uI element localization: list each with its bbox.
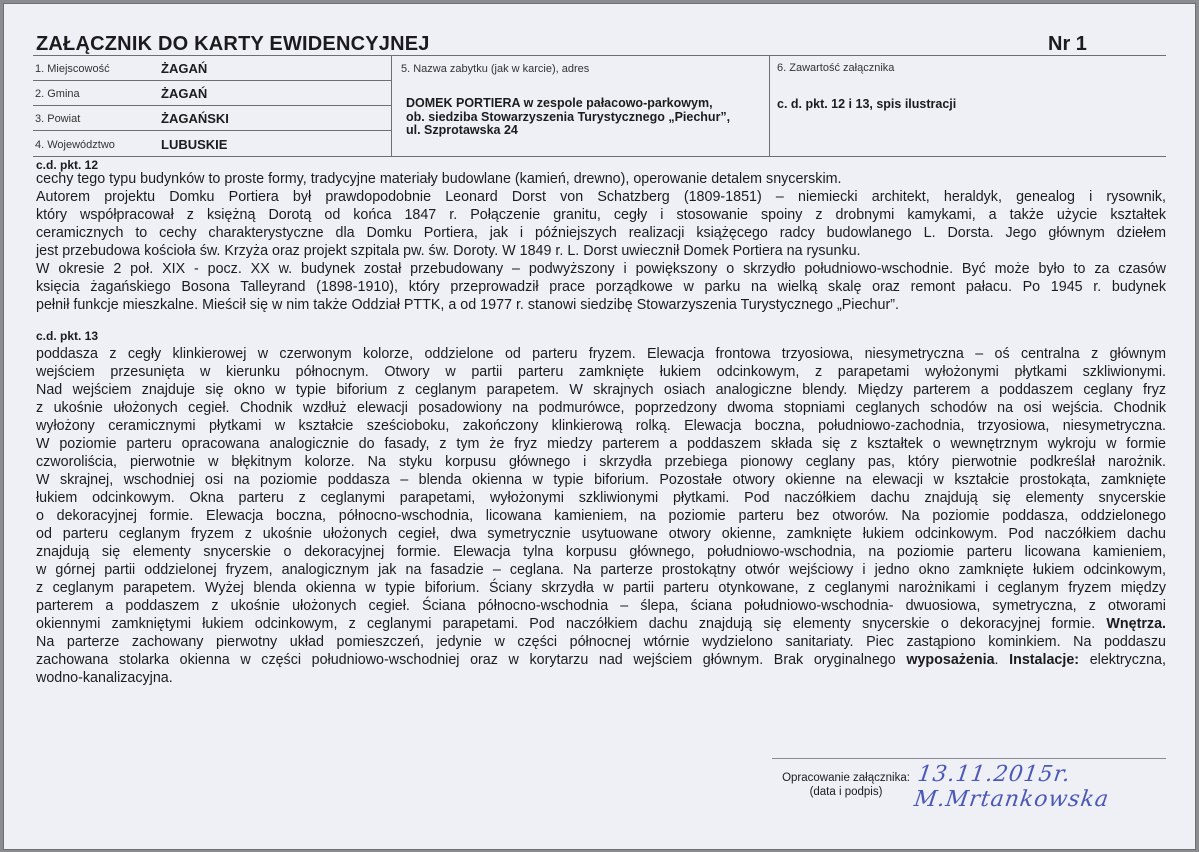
text-line: znajdują się elementy snycerskie o dekoracyjnej formie. Elewacja tylna korpusu głównego, południowo-wschodnia, na poziomie parteru licowana kamieniem, [36, 544, 1166, 560]
text-line: wodno-kanalizacyjna. [36, 670, 173, 686]
text-line: poddasza z cegły klinkierowej w czerwonym kolorze, oddzielone od parteru fryzem. Elewacja frontowa trzyosiowa, niesymetryczna – oś centralna z głównym [36, 346, 1166, 362]
text-line [36, 651, 1166, 669]
section-13-heading: c.d. pkt. 13 [36, 329, 99, 343]
document-sheet [3, 3, 1196, 850]
text-line: z ukośnie ułożonych cegieł. Chodnik wzdłuż elewacji posadowiony na podmurówce, poprzedzony dwoma stopniami ceglanych schodów na osi wejścia. Chodnik [36, 400, 1166, 416]
monument-name-label: 5. Nazwa zabytku (jak w karcie), adres [401, 63, 590, 75]
footer-divider [772, 758, 1166, 759]
text-line: W okresie 2 poł. XIX - pocz. XX w. budynek został przebudowany – podwyższony i powiększony o skrzydło południowo-wschodnie. Być może było to za czasów [36, 261, 1166, 277]
prepared-by-label [776, 771, 916, 799]
prepared-by-label-line: Opracowanie załącznika: [782, 772, 910, 784]
field-label-gmina: 2. Gmina [35, 88, 80, 100]
text-line: cechy tego typu budynków to proste formy, tradycyjne materiały budowlane (kamień, drewno), operowanie detalem snycerskim. [36, 171, 842, 187]
field-label-miejscowosc: 1. Miejscowość [35, 63, 110, 75]
bold-term-wnetrza: Wnętrza. [1106, 616, 1166, 632]
document-number: Nr 1 [1048, 33, 1087, 55]
text-line: jest przebudowa kościoła św. Krzyża oraz projekt szpitala pw. św. Doroty. W 1849 r. L. Dorst uwiecznił Domek Portiera na rysunku. [36, 243, 861, 259]
text-line: od parteru ceglanym fryzem z ukośnie ułożonych cegieł, dwa symetrycznie usytuowane otwory okienne, zamknięte łukiem odcinkowym. Pod naczółkiem dachu [36, 526, 1166, 542]
text-segment: zachowana stolarka okienna w części południowo-wschodniej oraz w korytarzu nad wejściem głównym. Brak oryginalnego [36, 652, 907, 668]
monument-name-line: ul. Szprotawska 24 [406, 123, 518, 137]
table-bottom-border [33, 156, 1166, 157]
column-divider [391, 55, 392, 156]
text-line: Nad wejściem znajduje się okno w typie biforium z ceglanym parapetem. W skrajnych osiach analogiczne blendy. Między parterem a poddaszem ceglany fryz [36, 382, 1166, 398]
column-divider [769, 55, 770, 156]
row-divider [33, 105, 391, 106]
row-divider [33, 130, 391, 131]
text-line: parterem a poddaszem z ukośnie ułożonych cegieł. Ściana północno-wschodnia – ślepa, ściana południowo-wschodnia- dwuosiowa, symetryczna, z otworami [36, 598, 1166, 614]
field-label-powiat: 3. Powiat [35, 113, 81, 125]
attachment-content-value: c. d. pkt. 12 i 13, spis ilustracji [777, 97, 957, 111]
text-line: czworoliścia, pierwotnie w błękitnym kolorze. Na styku korpusu głównego i skrzydła przebiega pionowy ceglany pas, który pierwotnie podkreślał narożnik. [36, 454, 1166, 470]
text-line: o dekoracyjnej formie. Elewacja boczna, północno-wschodnia, licowana kamieniem, na poziomie parteru bez otworów. Na poziomie poddasza, oddzielonego [36, 508, 1166, 524]
text-line: wyłożony ceramicznymi płytkami w kształcie sześcioboku, zakończony klinkierową rolką. Elewacja boczna, południowo-zachodnia, trzyosiowa, niesymetryczna. [36, 418, 1166, 434]
bold-term-wyposazenia: wyposażenia [906, 652, 995, 668]
attachment-content-label: 6. Zawartość załącznika [777, 62, 895, 74]
field-value-miejscowosc: ŻAGAŃ [161, 61, 208, 76]
text-line: który współpracował z księżną Dorotą od końca 1847 r. Połączenie granitu, cegły i stosowanie spoiny z drobnymi kamykami, a także użycie kształtek [36, 207, 1166, 223]
monument-name-line: ob. siedziba Stowarzyszenia Turystycznego „Piechur”, [406, 109, 731, 124]
handwritten-signature: 13.11.2015r. M.Mrtankowska [912, 762, 1111, 812]
text-line: wejściem przesunięta w kierunku północnym. Otwory w partii parteru zamknięte łukiem odcinkowym, z parapetami wyłożonymi płytkami szkliwionymi. [36, 364, 1166, 380]
section-12-heading: c.d. pkt. 12 [36, 158, 99, 172]
text-segment: okiennymi zamkniętymi łukiem odcinkowym, z ceglanymi parapetami. Pod naczółkiem dachu znajdują się elementy snycerskie o dekoracyjnej formie. [36, 616, 1107, 632]
text-line: Na parterze zachowany pierwotny układ pomieszczeń, jedynie w części północnej wtórnie wydzielono sanitariaty. Piec zastąpiono kominkiem. Na poddaszu [36, 634, 1166, 650]
table-top-border [33, 55, 1166, 56]
text-segment: elektryczna, [1079, 652, 1166, 668]
date-signature-hint: (data i podpis) [809, 786, 883, 798]
text-segment: . [994, 652, 1010, 668]
text-line: księcia żagańskiego Bosona Talleyrand (1898-1910), który przeprowadził prace porządkowe w parku na wielką skalę oraz remont pałacu. Po 1945 r. budynek [36, 279, 1166, 295]
text-line: w górnej partii oddzielonej fryzem, analogicznym jak na fasadzie – ceglana. Na parterze prostokątny otwór wejściowy i jedno okno zamknięte łukiem odcinkowym, [36, 562, 1166, 578]
row-divider [33, 80, 391, 81]
text-line: z ceglanym parapetem. Wyżej blenda okienna w typie biforium. Ściany skrzydła w partii parteru otynkowane, z ceglanymi narożnikami i ceglanym fryzem między [36, 580, 1166, 596]
text-line: pełnił funkcje mieszkalne. Mieścił się w nim także Oddział PTTK, a od 1977 r. stanowi siedzibę Stowarzyszenia Turystycznego „Piechur”. [36, 297, 899, 313]
field-value-gmina: ŻAGAŃ [161, 86, 208, 101]
text-line: W skrajnej, wschodniej osi na poziomie poddasza – blenda okienna w typie biforium. Pozostałe otwory okienne na elewacji w kształcie prostokąta, zamknięte [36, 472, 1166, 488]
text-line: ceramicznych to cechy charakterystyczne dla Domku Portiera, jak i późniejszych realizacji książęcego radcy budowlanego L. Dorsta. Jego głównym dziełem [36, 225, 1166, 241]
field-value-wojewodztwo: LUBUSKIE [161, 137, 228, 152]
text-line: łukiem odcinkowym. Okna parteru z ceglanymi parapetami, wyłożonymi szkliwionymi płytkami. Pod naczółkiem dachu znajdują się elementy snycerskie [36, 490, 1166, 506]
monument-name-address [406, 97, 730, 138]
text-line: Autorem projektu Domku Portiera był prawdopodobnie Leonard Dorst von Schatzberg (1809-1851) – niemiecki architekt, heraldyk, genealog i rysownik, [36, 189, 1166, 205]
field-value-powiat: ŻAGAŃSKI [161, 111, 229, 126]
document-title: ZAŁĄCZNIK DO KARTY EWIDENCYJNEJ [36, 33, 430, 55]
text-line [36, 615, 1166, 633]
bold-term-instalacje: Instalacje: [1009, 652, 1080, 668]
text-line: W poziomie parteru opracowana analogicznie do fasady, z tym że fryz miedzy parterem a poddaszem składa się z kształtek o wewnętrznym wykroju w formie [36, 436, 1166, 452]
monument-name-line: DOMEK PORTIERA w zespole pałacowo-parkowym, [406, 96, 713, 110]
field-label-wojewodztwo: 4. Województwo [35, 139, 115, 151]
